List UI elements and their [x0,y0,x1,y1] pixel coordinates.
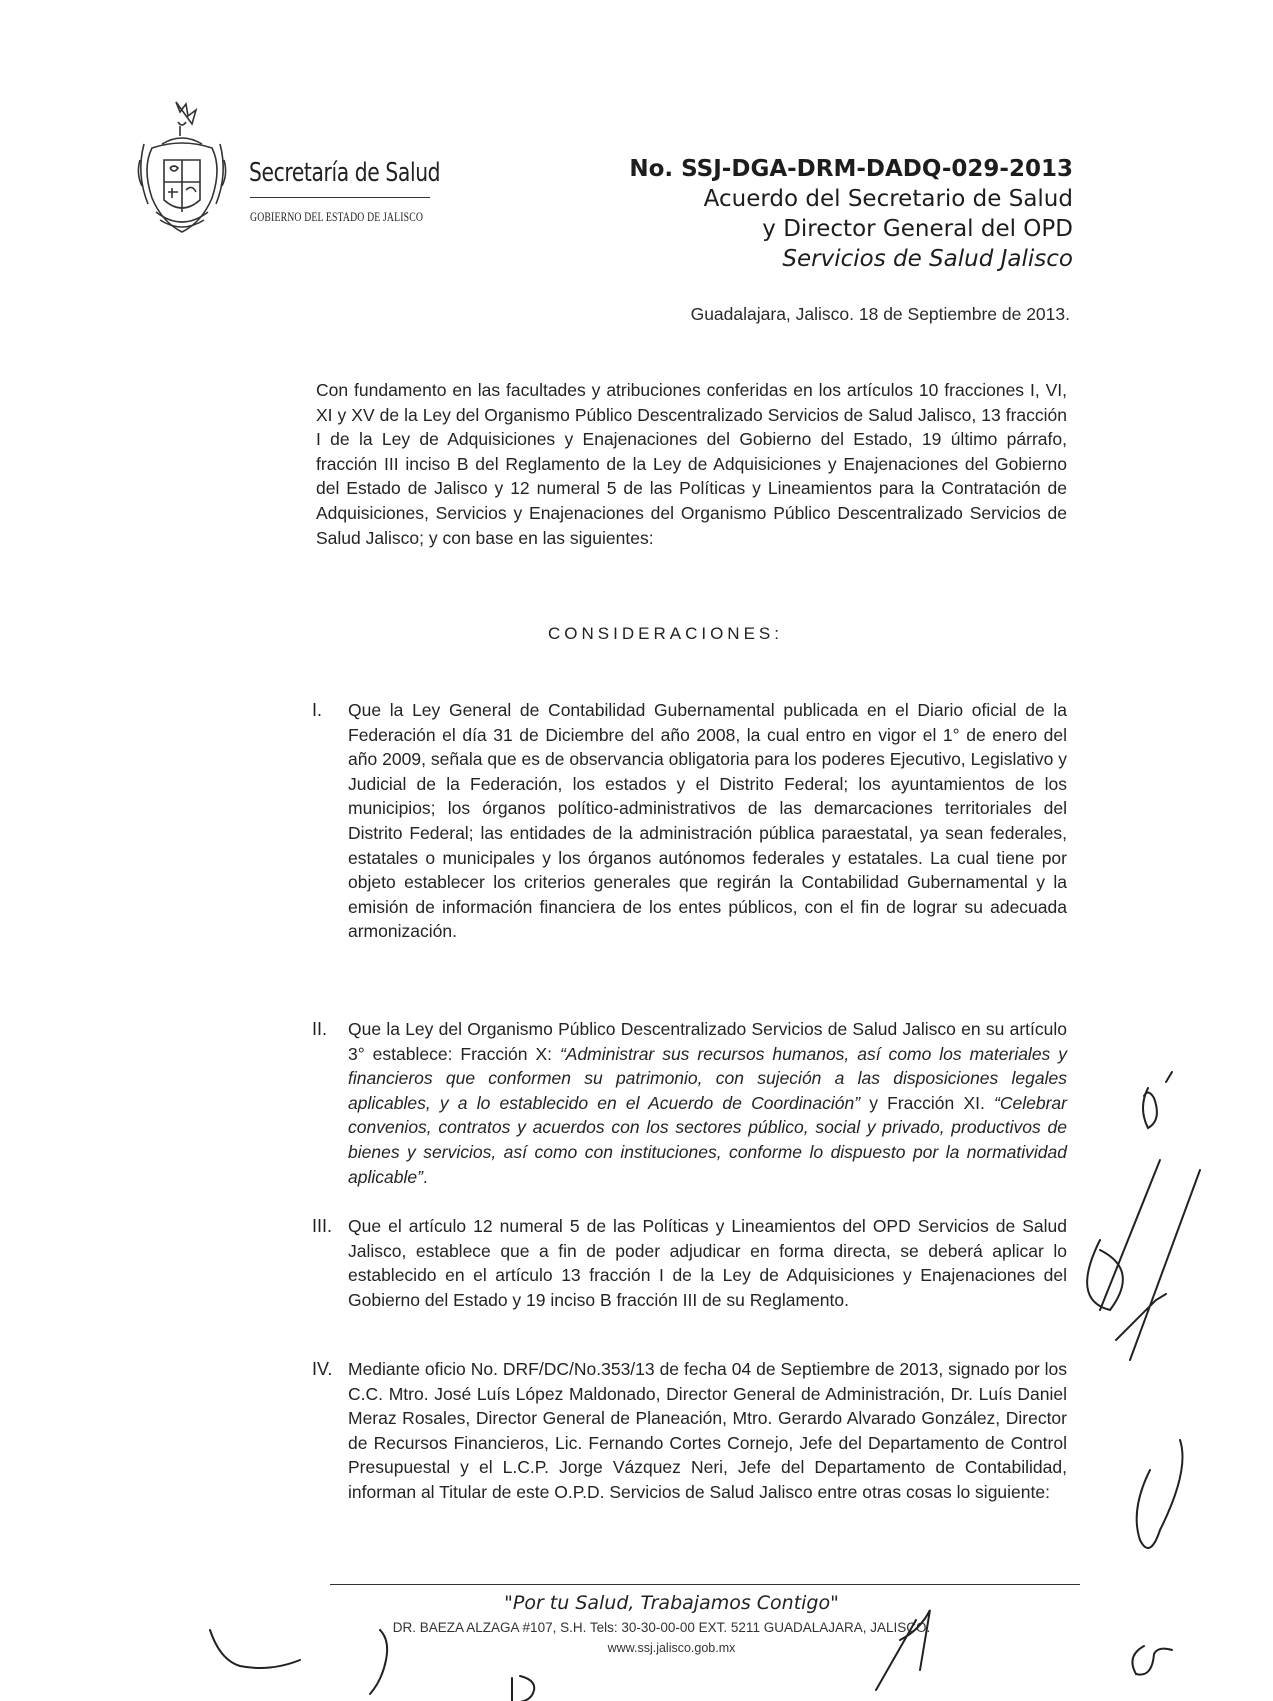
item-numeral: III. [312,1216,333,1236]
document-reference [629,154,1073,274]
footer-address: DR. BAEZA ALZAGA #107, S.H. Tels: 30-30-00-00 EXT. 5211 GUADALAJARA, JALISCO. [392,1620,931,1635]
item-text: Mediante oficio No. DRF/DC/No.353/13 de fecha 04 de Septiembre de 2013, signado por los C.C. Mtro. José Luís López Maldonado, Director General de Administración, Dr. Luís Daniel Meraz Rosales, Director General de Planeación, Mtro. Gerardo Alvarado González, Director de Recursos Financieros, Lic. Fernando Cortes Cornejo, Jefe del Departamento de Control Presupuestal y el L.C.P. Jorge Vázquez Neri, Jefe del Departamento de Contabilidad, informan al Titular de este O.P.D. Servicios de Salud Jalisco entre otras cosas lo siguiente: [348,1359,1067,1502]
footer-website: www.ssj.jalisco.gob.mx [607,1641,736,1655]
letterhead-divider [250,197,430,198]
signature-mark [512,1676,534,1701]
reference-number: No. SSJ-DGA-DRM-DADQ-029-2013 [629,156,1073,182]
footer-motto: "Por tu Salud, Trabajamos Contigo" [504,1592,839,1614]
item-numeral: II. [312,1019,328,1039]
item-text: Que el artículo 12 numeral 5 de las Políticas y Lineamientos del OPD Servicios de Salud Jalisco, establece que a fin de poder adjudicar en forma directa, se deberá aplicar lo establecido en el artículo 13 fracción I de la Ley de Adquisiciones y Enajenaciones del Gobierno del Estado y 19 inciso B fracción III de su Reglamento. [348,1216,1067,1310]
reference-line-1: Acuerdo del Secretario de Salud [703,186,1073,212]
consideration-item [312,1214,1067,1312]
department-name: Secretaría de Salud [249,158,441,188]
item-text-part: . [422,1166,428,1187]
jalisco-crest-logo [132,100,232,240]
item-text-part: Que la Ley del Organismo Público Descentralizado Servicios de Salud Jalisco en su artículo 3° establece: Fracción X: [348,1019,1067,1064]
item-quote: “Celebrar convenios, contratos y acuerdos con los sectores público, social y privado, productivos de bienes y servicios, así como con instituciones, conforme lo dispuesto por la normatividad aplicable” [348,1092,1067,1187]
consideration-item [312,1017,1067,1189]
reference-line-3: Servicios de Salud Jalisco [782,246,1073,272]
reference-line-2: y Director General del OPD [762,216,1073,242]
signature-mark [370,1630,387,1694]
section-heading: CONSIDERACIONES: [548,624,783,643]
item-text-part: y Fracción XI. [860,1092,995,1113]
signature-mark [1137,1440,1183,1548]
item-numeral: IV. [312,1359,333,1379]
consideration-item [312,1357,1067,1505]
item-text: Que la Ley General de Contabilidad Gubernamental publicada en el Diario oficial de la Federación el día 31 de Diciembre del año 2008, la cual entro en vigor el 1° de enero del año 2009, señala que es de observancia obligatoria para los poderes Ejecutivo, Legislativo y Judicial de la Federación, los estados y el Distrito Federal; los ayuntamientos de los municipios; los órganos político-administrativos de las demarcaciones territoriales del Distrito Federal; las entidades de la administración pública paraestatal, ya sean federales, estatales o municipales y los órganos autónomos federales y estatales. La cual tiene por objeto establecer los criterios generales que regirán la Contabilidad Gubernamental y la emisión de información financiera de los entes públicos, con el fin de lograr su adecuada armonización. [348,700,1067,942]
initials-mark [1143,1072,1172,1128]
item-text [348,1017,1067,1189]
government-name: GOBIERNO DEL ESTADO DE JALISCO [250,210,424,224]
place-and-date: Guadalajara, Jalisco. 18 de Septiembre de 2013. [690,304,1070,324]
item-numeral: I. [312,700,323,720]
item-quote: “Administrar sus recursos humanos, así como los materiales y financieros que conformen su patrimonio, con sujeción a las disposiciones legales aplicables, y a lo establecido en el Acuerdo de Coordinación” [348,1043,1068,1113]
intro-paragraph: Con fundamento en las facultades y atribuciones conferidas en los artículos 10 fracciones I, VI, XI y XV de la Ley del Organismo Público Descentralizado Servicios de Salud Jalisco, 13 fracción I de la Ley de Adquisiciones y Enajenaciones del Gobierno del Estado, 19 último párrafo, fracción III inciso B del Reglamento de la Ley de Adquisiciones y Enajenaciones del Gobierno del Estado de Jalisco y 12 numeral 5 de las Políticas y Lineamientos para la Contratación de Adquisiciones, Servicios y Enajenaciones del Organismo Público Descentralizado Servicios de Salud Jalisco; y con base en las siguientes: [316,380,1067,548]
consideration-item [312,698,1067,944]
signature-mark [1087,1160,1200,1360]
footer-divider [330,1584,1080,1585]
